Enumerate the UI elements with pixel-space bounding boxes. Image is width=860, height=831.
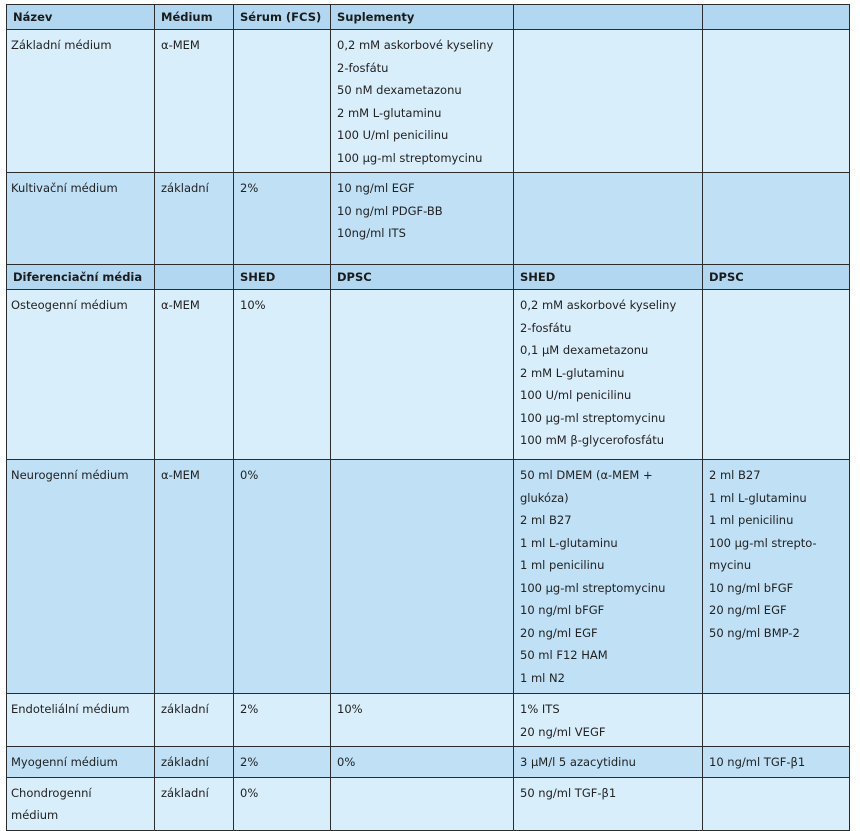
supplement-line: 10 ng/ml EGF [337, 181, 415, 195]
cell-line: 2 ml B27 [709, 468, 761, 482]
serum-dpsc-cell [331, 460, 514, 694]
cell-line: 100 µg-ml streptomycinu [520, 580, 666, 595]
table-row [7, 290, 850, 460]
cell-line: 3 µM/l 5 azacytidinu [520, 755, 636, 769]
cell-line: 20 ng/ml EGF [520, 625, 598, 640]
serum-shed-cell: 2% [234, 747, 331, 778]
serum-shed-cell: 10% [234, 290, 331, 460]
supplements-cell [331, 30, 514, 173]
supplements-dpsc-cell [703, 460, 850, 694]
cell-line: 0,2 mM askorbové kyseliny [520, 298, 677, 312]
serum-cell [234, 30, 331, 173]
medium-base-cell: základní [155, 694, 234, 747]
cell-line: glukóza) [520, 490, 569, 505]
medium-name-cell: Kultivační médium [7, 173, 155, 265]
medium-base-cell: základní [155, 747, 234, 778]
header-cell-serum: Sérum (FCS) [234, 5, 331, 30]
cell-line: 1 ml L-glutaminu [709, 490, 807, 505]
empty-cell [703, 173, 850, 265]
supplements-shed-cell [514, 290, 703, 460]
culture-media-table [6, 4, 850, 831]
cell-line: 1 ml penicilinu [520, 558, 605, 572]
empty-cell [514, 30, 703, 173]
empty-cell [703, 30, 850, 173]
empty-cell [514, 173, 703, 265]
supplement-line: 100 U/ml penicilinu [337, 128, 449, 142]
table-subheader-row [7, 265, 850, 290]
supplements-shed-cell [514, 747, 703, 778]
supplement-line: 2 mM L-glutaminu [337, 105, 442, 120]
header-cell-name: Název [7, 5, 155, 30]
supplement-line: 10ng/ml ITS [337, 226, 406, 240]
cell-line: 2 mM L-glutaminu [520, 365, 625, 380]
header-cell-empty [514, 5, 703, 30]
table-body [7, 5, 850, 831]
cell-line: 1% ITS [520, 702, 560, 716]
subheader-cell-shed: SHED [514, 265, 703, 290]
medium-base-cell: α-MEM [155, 30, 234, 173]
supplements-dpsc-cell [703, 747, 850, 778]
cell-line: 10 ng/ml bFGF [709, 580, 794, 595]
supplements-shed-cell [514, 460, 703, 694]
cell-line: 20 ng/ml VEGF [520, 724, 606, 739]
cell-line: médium [11, 808, 59, 822]
cell-line: 0,1 µM dexametazonu [520, 343, 649, 357]
medium-name-cell [7, 747, 155, 778]
cell-line: 50 ng/ml TGF-β1 [520, 785, 617, 800]
supplements-shed-cell [514, 694, 703, 747]
cell-line: Neurogenní médium [11, 468, 129, 482]
serum-dpsc-cell: 10% [331, 694, 514, 747]
culture-media-table-container [6, 4, 850, 831]
cell-line: 100 mM β-glycerofosfátu [520, 433, 665, 447]
supplement-line: 50 nM dexametazonu [337, 83, 462, 97]
cell-line: 1 ml N2 [520, 670, 565, 685]
medium-base-cell: α-MEM [155, 460, 234, 694]
subheader-cell-differentiation: Diferenciační média [7, 265, 155, 290]
table-row [7, 173, 850, 265]
cell-line: 50 ng/ml BMP-2 [709, 625, 800, 640]
table-row [7, 694, 850, 747]
medium-name-cell [7, 460, 155, 694]
cell-line: mycinu [709, 558, 752, 572]
subheader-cell-dpsc: DPSC [331, 265, 514, 290]
cell-line: 10 ng/ml TGF-β1 [709, 755, 806, 769]
supplement-line: 0,2 mM askorbové kyseliny [337, 38, 494, 52]
table-header-row [7, 5, 850, 30]
supplements-cell [331, 173, 514, 265]
medium-name-cell: Základní médium [7, 30, 155, 173]
supplement-line: 100 µg-ml streptomycinu [337, 150, 483, 165]
header-cell-medium: Médium [155, 5, 234, 30]
cell-line: 10 ng/ml bFGF [520, 603, 605, 617]
cell-line: 2-fosfátu [520, 320, 572, 335]
cell-line: 2 ml B27 [520, 513, 572, 527]
cell-line: 1 ml L-glutaminu [520, 535, 618, 550]
medium-name-cell [7, 694, 155, 747]
table-row [7, 460, 850, 694]
cell-line: Myogenní médium [11, 755, 118, 769]
serum-cell: 2% [234, 173, 331, 265]
cell-line: Chondrogenní [11, 785, 92, 800]
medium-base-cell: α-MEM [155, 290, 234, 460]
table-row [7, 747, 850, 778]
header-cell-supplements: Suplementy [331, 5, 514, 30]
medium-name-cell [7, 777, 155, 830]
cell-line: 50 ml F12 HAM [520, 648, 608, 662]
supplements-shed-cell [514, 777, 703, 830]
table-row [7, 777, 850, 830]
cell-line: Osteogenní médium [11, 298, 128, 312]
cell-line: 1 ml penicilinu [709, 513, 794, 527]
subheader-cell-dpsc: DPSC [703, 265, 850, 290]
supplement-line: 10 ng/ml PDGF-BB [337, 203, 443, 218]
supplement-line: 2-fosfátu [337, 60, 389, 75]
supplements-dpsc-cell [703, 777, 850, 830]
supplements-dpsc-cell [703, 694, 850, 747]
subheader-cell-empty [155, 265, 234, 290]
medium-name-cell [7, 290, 155, 460]
cell-line: 100 µg-ml streptomycinu [520, 410, 666, 425]
serum-dpsc-cell [331, 777, 514, 830]
table-row [7, 30, 850, 173]
serum-shed-cell: 2% [234, 694, 331, 747]
serum-dpsc-cell: 0% [331, 747, 514, 778]
cell-line: 100 µg-ml strepto- [709, 535, 817, 550]
supplements-dpsc-cell [703, 290, 850, 460]
serum-dpsc-cell [331, 290, 514, 460]
serum-shed-cell: 0% [234, 460, 331, 694]
medium-base-cell: základní [155, 777, 234, 830]
serum-shed-cell: 0% [234, 777, 331, 830]
subheader-cell-shed: SHED [234, 265, 331, 290]
cell-line: 50 ml DMEM (α-MEM + [520, 468, 653, 482]
header-cell-empty [703, 5, 850, 30]
cell-line: 100 U/ml penicilinu [520, 388, 632, 402]
cell-line: 20 ng/ml EGF [709, 603, 787, 617]
medium-base-cell: základní [155, 173, 234, 265]
cell-line: Endoteliální médium [11, 702, 130, 716]
